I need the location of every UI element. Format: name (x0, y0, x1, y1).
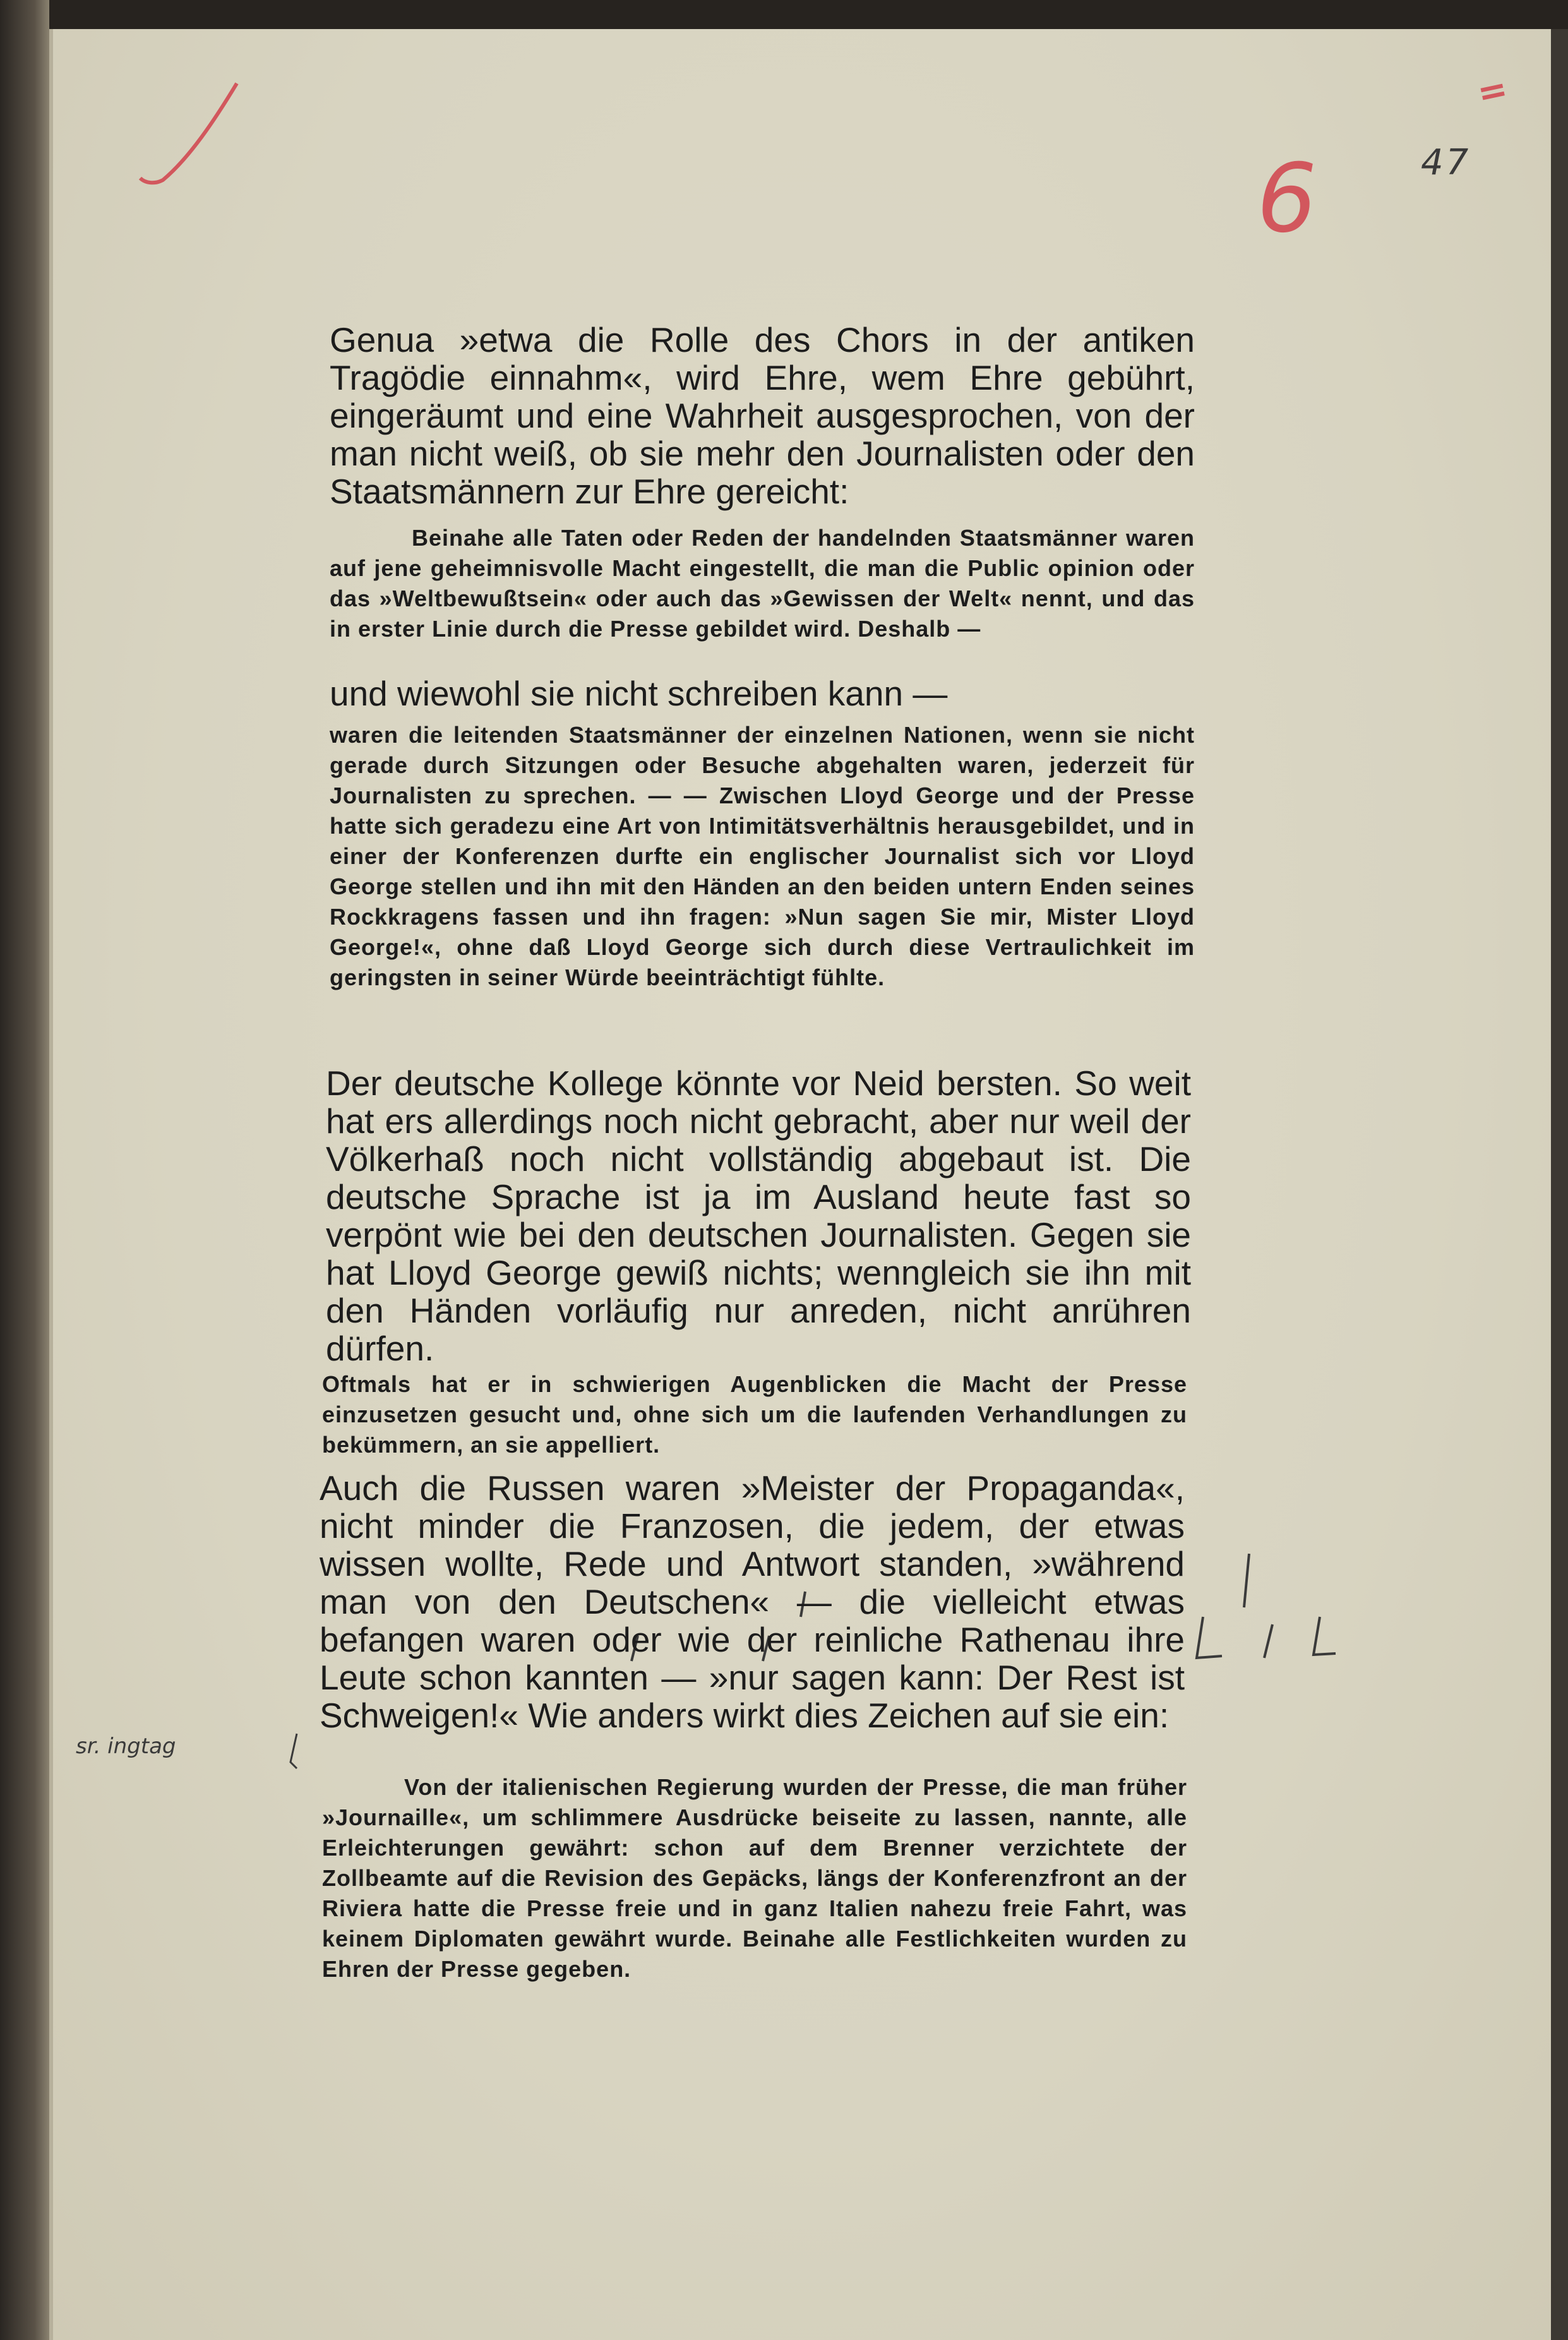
left-margin-note: sr. ingtag (76, 1734, 176, 1759)
page-number: 47 (1421, 142, 1471, 183)
paragraph-3: und wiewohl sie nicht schreiben kann — (330, 674, 948, 713)
paragraph-7: Auch die Russen waren »Meister der Propaganda«, nicht minder die Franzosen, die jedem, der etwas wissen wollte, Rede und Antwort standen, »während man von den Deutschen« — die vielleicht etwas befangen waren oder wie der reinliche Rathenau ihre Leute schon kannten — »nur sagen kann: Der Rest ist Schweigen!« Wie anders wirkt dies Zeichen auf sie ein: (320, 1468, 1185, 1735)
scan-top-edge (0, 0, 1568, 29)
paragraph-5: Der deutsche Kollege könnte vor Neid bersten. So weit hat ers allerdings noch nicht gebracht, aber nur weil der Völkerhaß noch nicht vollständig abgebaut ist. Die deutsche Sprache ist ja im Ausland heute fast so verpönt wie bei den deutschen Journalisten. Gegen sie hat Lloyd George gewiß nichts; wenngleich sie ihn mit den Händen vorläufig nur anreden, nicht anrühren dürfen. (326, 1064, 1191, 1368)
paragraph-8-quote: Von der italienischen Regierung wurden der Presse, die man früher »Journaille«, um schlimmere Ausdrücke beiseite zu lassen, nannte, alle Erleichterungen gewährt: schon auf dem Brenner verzichtete der Zollbeamte auf die Revision des Gepäcks, längs der Konferenzfront an der Riviera hatte die Presse freie und in ganz Italien nahezu freie Fahrt, was keinem Diplomaten gewährt wurde. Beinahe alle Festlichkeiten wurden zu Ehren der Presse gegeben. (322, 1774, 1187, 1982)
paragraph-1: Genua »etwa die Rolle des Chors in der antiken Tragödie einnahm«, wird Ehre, wem Ehre gebührt, eingeräumt und eine Wahrheit ausgesprochen, von der man nicht weiß, ob sie mehr den Journalisten oder den Staatsmännern zur Ehre gereicht: (330, 320, 1195, 511)
red-number-annotation: 6 (1257, 144, 1317, 254)
paragraph-2-quote: Beinahe alle Taten oder Reden der handelnden Staatsmänner waren auf jene geheimnisvolle Macht eingestellt, die man die Public opinion oder das »Weltbewußtsein« oder auch das »Gewissen der Welt« nennt, und das in erster Linie durch die Presse gebildet wird. Deshalb — (330, 525, 1195, 642)
paragraph-4-quote: waren die leitenden Staatsmänner der einzelnen Nationen, wenn sie nicht gerade durch Sitzungen oder Besuche abgehalten waren, jederzeit für Journalisten zu sprechen. — — Zwischen Lloyd George und der Presse hatte sich geradezu eine Art von Intimitätsverhältnis herausgebildet, und in einer der Konferenzen durfte ein englischer Journalist sich vor Lloyd George stellen und ihn mit den Händen an den beiden untern Enden seines Rockkragens fassen und ihn fragen: »Nun sagen Sie mir, Mister Lloyd George!«, ohne daß Lloyd George sich durch diese Vertraulichkeit im geringsten in seiner Würde beeinträchtigt fühlte. (330, 722, 1195, 990)
paragraph-6-quote: Oftmals hat er in schwierigen Augenblicken die Macht der Presse einzusetzen gesucht und, ohne sich um die laufenden Verhandlungen zu bekümmern, an sie appelliert. (322, 1371, 1187, 1458)
red-equals-annotation: = (1473, 68, 1512, 115)
book-binding-edge (0, 0, 49, 2340)
